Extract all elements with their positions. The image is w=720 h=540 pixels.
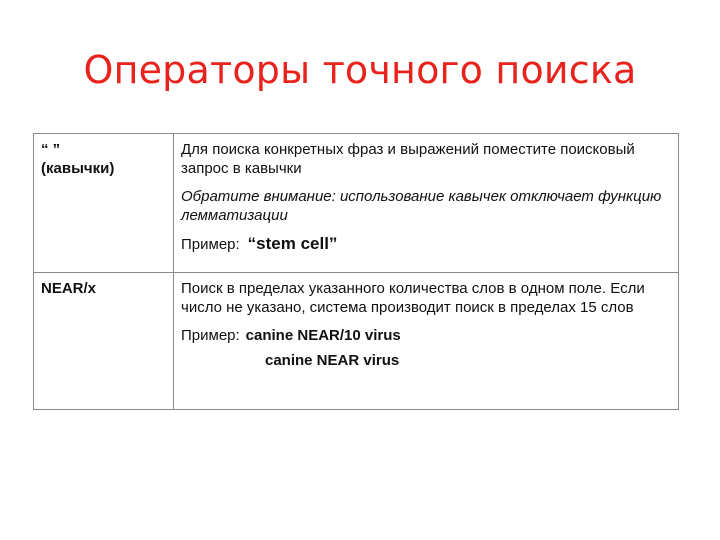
operator-symbol: “ ” [41, 141, 61, 158]
description-cell [174, 134, 679, 273]
example-line [181, 326, 672, 345]
note-text: Обратите внимание: использование кавычек отключает функцию лемматизации [181, 188, 662, 224]
page-title: Операторы точного поиска [83, 48, 637, 92]
example-label: Пример: [181, 327, 240, 344]
operator-cell [34, 273, 174, 410]
example-query-2: canine NEAR virus [265, 352, 400, 369]
description-cell [174, 273, 679, 410]
description-text: Поиск в пределах указанного количества слов в одном поле. Если число не указано, система производит поиск в пределах 15 слов [181, 280, 645, 316]
description-text: Для поиска конкретных фраз и выражений поместите поисковый запрос в кавычки [181, 141, 635, 177]
example-query: “stem cell” [247, 234, 338, 253]
example-label: Пример: [181, 236, 240, 253]
example-query: canine NEAR/10 virus [245, 327, 401, 344]
table-row [34, 273, 679, 410]
operators-table [33, 133, 679, 410]
example-line [181, 234, 672, 254]
operator-name: (кавычки) [41, 160, 115, 177]
operator-symbol: NEAR/x [41, 280, 97, 297]
operator-cell [34, 134, 174, 273]
table-row [34, 134, 679, 273]
